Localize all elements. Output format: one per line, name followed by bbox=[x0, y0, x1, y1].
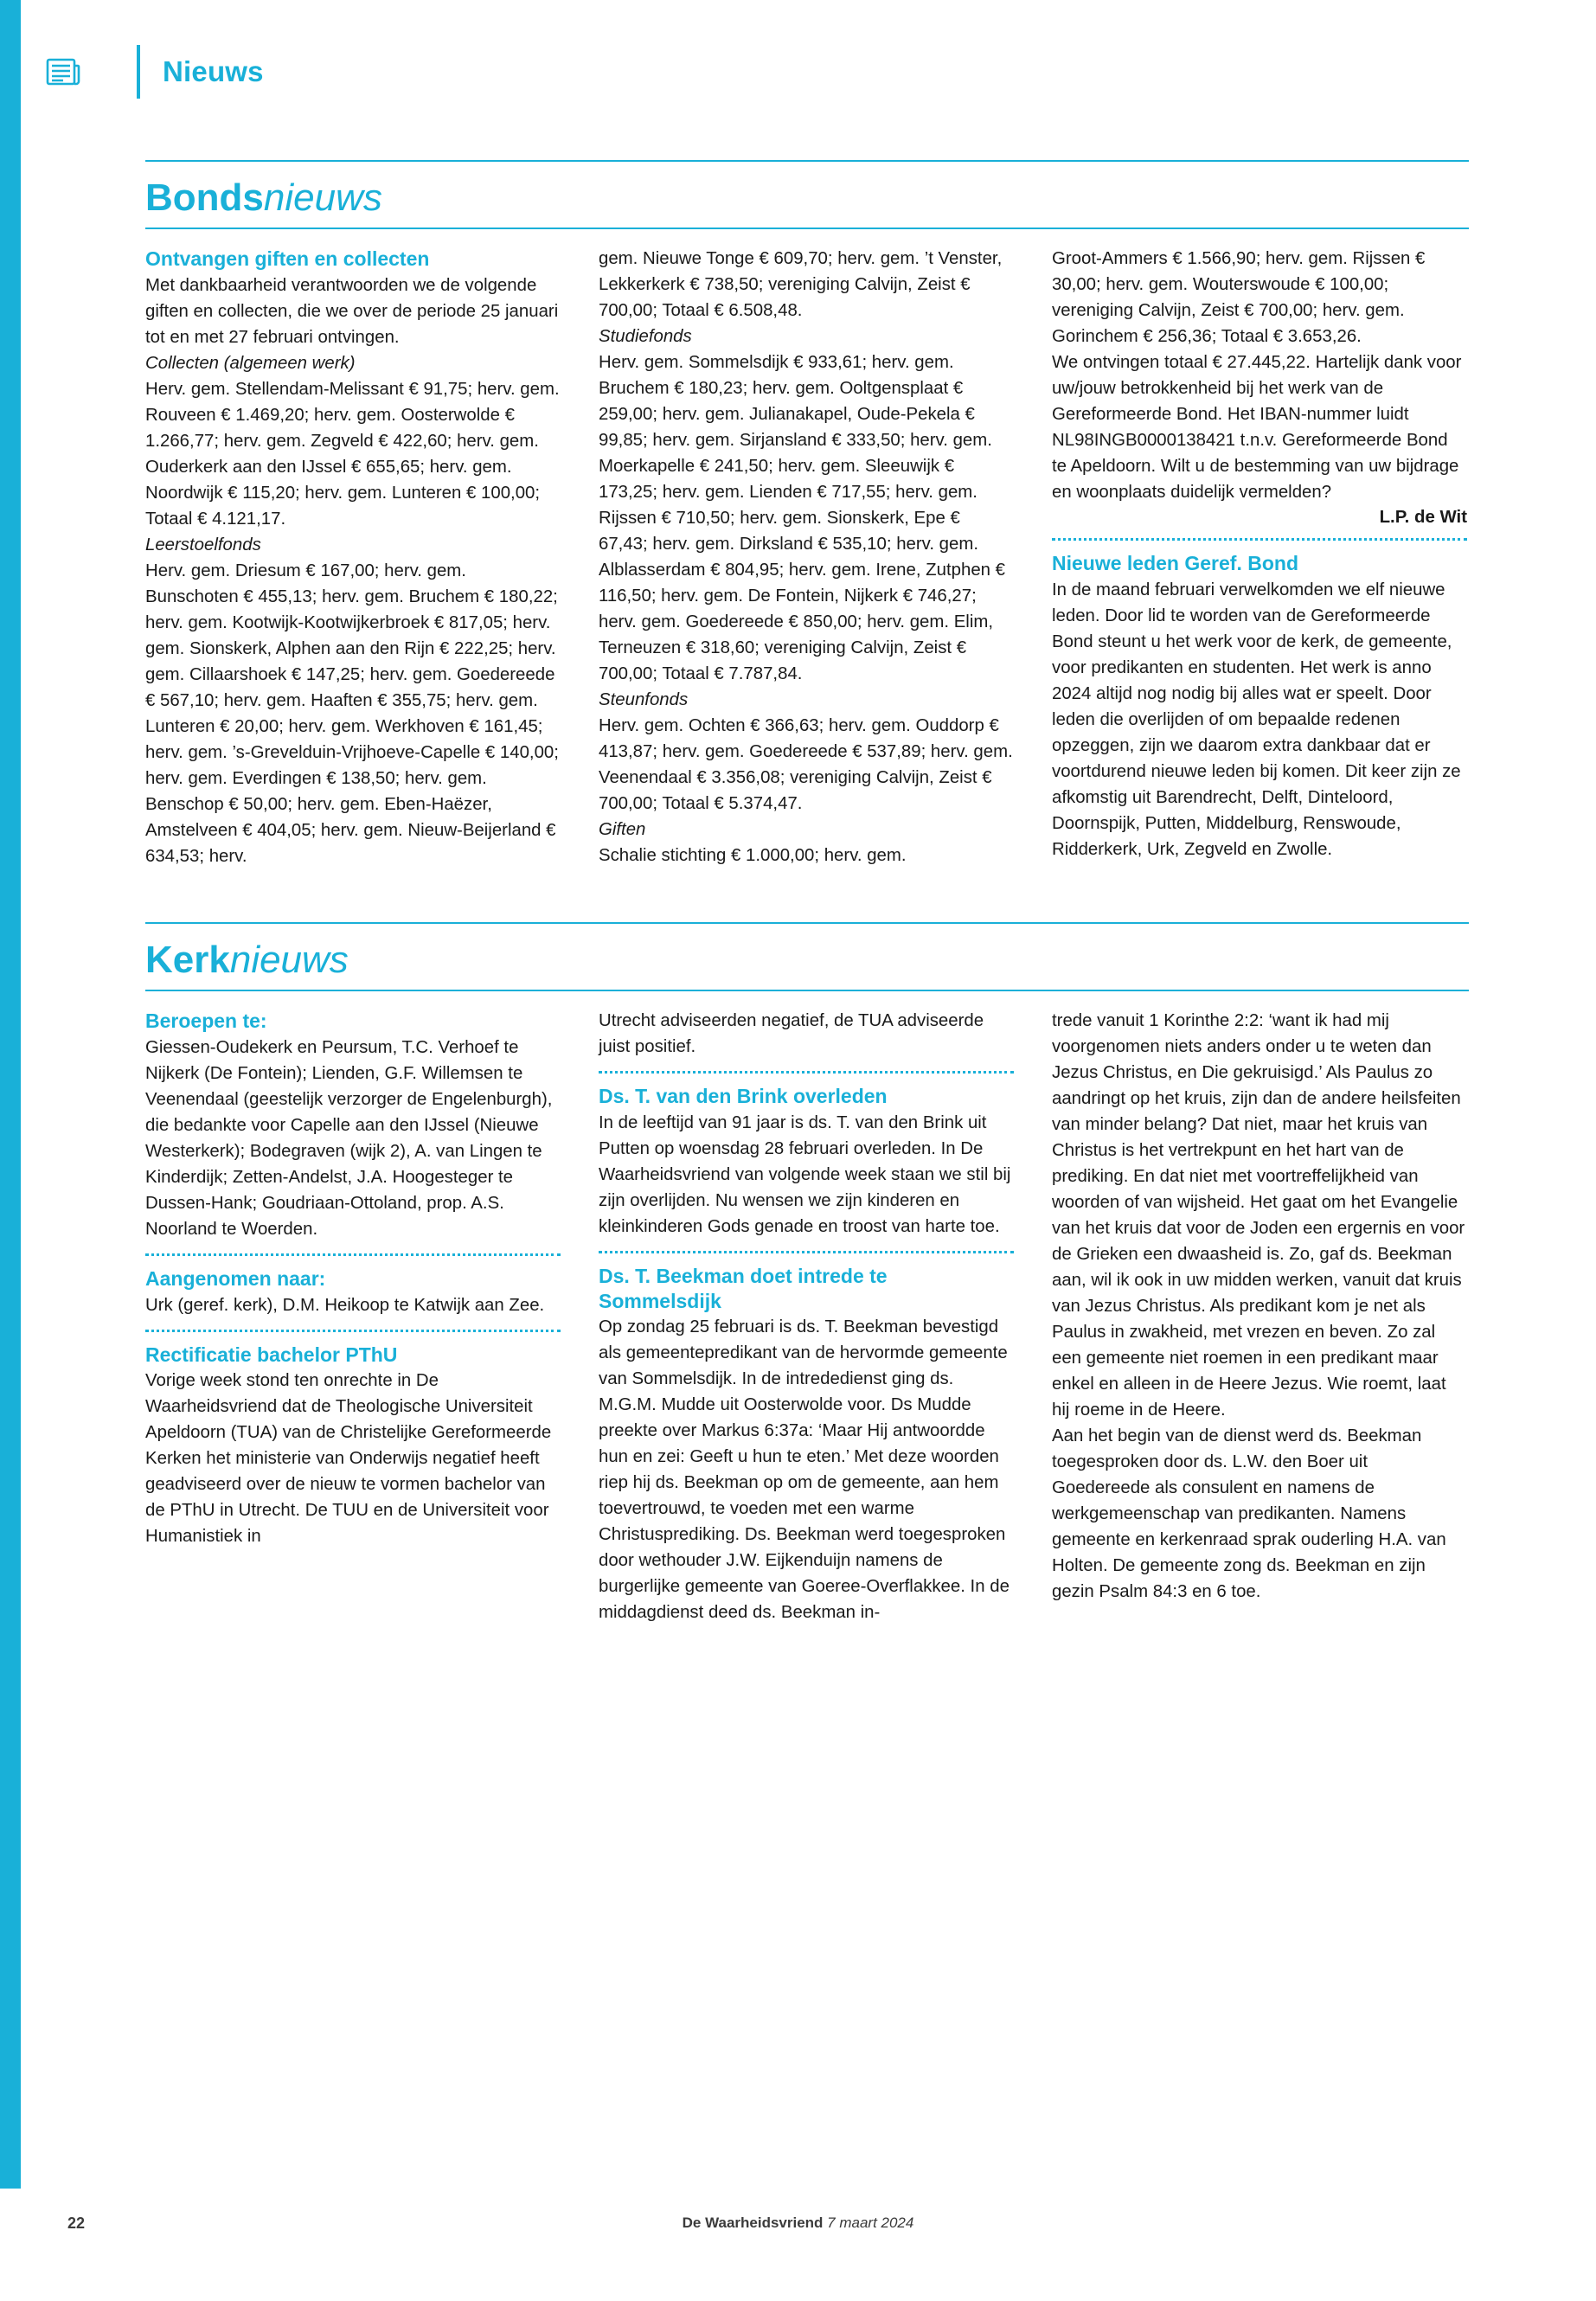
author-signature: L.P. de Wit bbox=[1379, 508, 1467, 528]
page-title: Nieuws bbox=[163, 55, 264, 87]
section-heading-italic: nieuws bbox=[229, 938, 349, 981]
footer-publication-info bbox=[0, 2214, 1596, 2232]
paragraph: gem. Nieuwe Tonge € 609,70; herv. gem. ’t Venster, Lekkerkerk € 738,50; vereniging Calvijn, Zeist € 700,00; Totaal € 6.508,48. bbox=[599, 249, 1003, 321]
section-rule-bottom bbox=[145, 228, 1469, 229]
section-kerknieuws bbox=[145, 922, 1469, 1626]
paragraph: Schalie stichting € 1.000,00; herv. gem. bbox=[599, 846, 907, 866]
left-edge-bar bbox=[0, 0, 83, 2189]
subsection-italic-label: Studiefonds bbox=[599, 327, 692, 347]
subsection-heading: Rectificatie bachelor PThU bbox=[145, 1343, 398, 1366]
page-masthead bbox=[35, 42, 1505, 102]
paragraph: Op zondag 25 februari is ds. T. Beekman bevestigd als gemeentepredikant van de hervormde gemeente van Sommelsdijk. In de intrededienst ging ds. M.G.M. Mudde uit Oosterwolde voor. Ds Mudde preekte over Markus 6:37a: ‘Maar Hij antwoordde hun en zei: Geeft u hun te eten.’ Met deze woorden riep hij ds. Beekman op om de gemeente, aan hem toevertrouwd, te voeden met een warme Christusprediking. Ds. Beekman werd toegesproken door wethouder J.W. Eijkenduijn namens de burgerlijke gemeente van Goeree-Overflakkee. In de middagdienst deed ds. Beekman in- bbox=[599, 1317, 1010, 1623]
section-columns bbox=[145, 1009, 1469, 1626]
subsection-italic-label: Giften bbox=[599, 820, 646, 840]
masthead-divider bbox=[137, 45, 140, 99]
dotted-divider bbox=[599, 1071, 1014, 1074]
section-heading-bold: Kerk bbox=[145, 938, 230, 981]
subsection-heading: Aangenomen naar: bbox=[145, 1266, 326, 1290]
paragraph: Aan het begin van de dienst werd ds. Beekman toegesproken door ds. L.W. den Boer uit Goedereede als consulent en namens de werkgemeenschap van predikanten. Namens gemeente en kerkenraad sprak ouderling H.A. van Holten. De gemeente zong ds. Beekman en zijn gezin Psalm 84:3 en 6 toe. bbox=[1052, 1426, 1446, 1601]
section-columns bbox=[145, 247, 1469, 869]
subsection-heading: Nieuwe leden Geref. Bond bbox=[1052, 552, 1298, 575]
dotted-divider bbox=[599, 1251, 1014, 1253]
footer-date: 7 maart 2024 bbox=[827, 2214, 914, 2231]
dotted-divider bbox=[1052, 538, 1467, 541]
subsection-italic-label: Collecten (algemeen werk) bbox=[145, 354, 356, 374]
paragraph: Utrecht adviseerden negatief, de TUA adviseerde juist positief. bbox=[599, 1011, 984, 1057]
paragraph: Herv. gem. Ochten € 366,63; herv. gem. Ouddorp € 413,87; herv. gem. Goedereede € 537,89; herv. gem. Veenendaal € 3.356,08; vereniging Calvijn, Zeist € 700,00; Totaal € 5.374,47. bbox=[599, 716, 1013, 814]
dotted-divider bbox=[145, 1330, 561, 1332]
page-footer bbox=[0, 2214, 1596, 2240]
subsection-heading: Beroepen te: bbox=[145, 1009, 267, 1033]
section-heading-italic: nieuws bbox=[263, 176, 382, 219]
subsection-heading: Ontvangen giften en collecten bbox=[145, 247, 430, 271]
section-heading bbox=[145, 924, 1469, 990]
column-2 bbox=[599, 247, 1014, 869]
section-heading-bold: Bonds bbox=[145, 176, 264, 219]
paragraph: We ontvingen totaal € 27.445,22. Hartelijk dank voor uw/jouw betrokkenheid bij het werk van de Gereformeerde Bond. Het IBAN-nummer luidt NL98INGB0000138421 t.n.v. Gereformeerde Bond te Apeldoorn. Wilt u de bestemming van uw bijdrage en woonplaats duidelijk vermelden? bbox=[1052, 353, 1462, 503]
paragraph: Herv. gem. Stellendam-Melissant € 91,75; herv. gem. Rouveen € 1.469,20; herv. gem. Oosterwolde € 1.266,77; herv. gem. Zegveld € 422,60; herv. gem. Ouderkerk aan den IJssel € 655,65; herv. gem. Noordwijk € 115,20; herv. gem. Lunteren € 100,00; Totaal € 4.121,17. bbox=[145, 380, 560, 529]
paragraph: Met dankbaarheid verantwoorden we de volgende giften en collecten, die we over de periode 25 januari tot en met 27 februari ontvingen. bbox=[145, 276, 559, 348]
page-number: 22 bbox=[67, 2214, 86, 2232]
column-3 bbox=[1052, 1009, 1467, 1626]
column-3 bbox=[1052, 247, 1467, 869]
dotted-divider bbox=[145, 1253, 561, 1256]
section-rule-bottom bbox=[145, 990, 1469, 991]
subsection-heading: Ds. T. van den Brink overleden bbox=[599, 1085, 888, 1108]
column-1 bbox=[145, 1009, 561, 1626]
subsection-italic-label: Leerstoelfonds bbox=[145, 535, 261, 554]
paragraph: Vorige week stond ten onrechte in De Waarheidsvriend dat de Theologische Universiteit Apeldoorn (TUA) van de Christelijke Gereformeerde Kerken het ministerie van Onderwijs negatief heeft geadviseerd over de nieuw te vormen bachelor van de PThU in Utrecht. De TUU en de Universiteit voor Humanistiek in bbox=[145, 1371, 552, 1547]
paragraph: Urk (geref. kerk), D.M. Heikoop te Katwijk aan Zee. bbox=[145, 1295, 545, 1315]
newspaper-icon bbox=[43, 52, 83, 92]
left-edge-bar-inner bbox=[21, 0, 83, 2189]
paragraph: In de leeftijd van 91 jaar is ds. T. van den Brink uit Putten op woensdag 28 februari overleden. In De Waarheidsvriend van volgende week staan we stil bij zijn overlijden. Nu wensen we zijn kinderen en kleinkinderen Gods genade en troost van harte toe. bbox=[599, 1112, 1011, 1236]
column-1 bbox=[145, 247, 561, 869]
paragraph: Groot-Ammers € 1.566,90; herv. gem. Rijssen € 30,00; herv. gem. Wouterswoude € 100,00; vereniging Calvijn, Zeist € 700,00; herv. gem. Gorinchem € 256,36; Totaal € 3.653,26. bbox=[1052, 249, 1426, 347]
section-bondsnieuws bbox=[145, 160, 1469, 870]
paragraph: Herv. gem. Sommelsdijk € 933,61; herv. gem. Bruchem € 180,23; herv. gem. Ooltgensplaat € 259,00; herv. gem. Julianakapel, Oude-Pekela € 99,85; herv. gem. Sirjansland € 333,50; herv. gem. Moerkapelle € 241,50; herv. gem. Sleeuwijk € 173,25; herv. gem. Lienden € 717,55; herv. gem. Rijssen € 710,50; herv. gem. Sionskerk, Epe € 67,43; herv. gem. Dirksland € 535,10; herv. gem. Alblasserdam € 804,95; herv. gem. Irene, Zutphen € 116,50; herv. gem. De Fontein, Nijkerk € 746,27; herv. gem. Goedereede € 850,00; herv. gem. Elim, Terneuzen € 318,60; vereniging Calvijn, Zeist € 700,00; Totaal € 7.787,84. bbox=[599, 353, 1006, 684]
footer-publication-name: De Waarheidsvriend bbox=[682, 2214, 824, 2231]
column-2 bbox=[599, 1009, 1014, 1626]
section-heading bbox=[145, 162, 1469, 228]
paragraph: trede vanuit 1 Korinthe 2:2: ‘want ik had mij voorgenomen niets anders onder u te weten dan Jezus Christus, en Die gekruisigd.’ Als Paulus zo aandringt op het kruis, zijn dan de andere heilsfeiten van minder belang? Dat niet, maar het kruis van Christus is het vertrekpunt en het hart van de prediking. En dat niet met voortreffelijkheid van woorden of van wijsheid. Het gaat om het Evangelie van het kruis dat voor de Joden een ergernis en voor de Grieken een dwaasheid is. Zo, gaf ds. Beekman aan, wil ik ook in uw midden werken, vanuit dat kruis van Jezus Christus. Als predikant kom je net als Paulus in zwakheid, met vrezen en beven. Zo zal een gemeente niet roemen in een predikant maar enkel en alleen in de Heere Jezus. Wie roemt, laat hij roeme in de Heere. bbox=[1052, 1011, 1465, 1420]
page-content bbox=[145, 160, 1469, 1626]
paragraph: Herv. gem. Driesum € 167,00; herv. gem. Bunschoten € 455,13; herv. gem. Bruchem € 180,22; herv. gem. Kootwijk-Kootwijkerbroek € 817,05; herv. gem. Sionskerk, Alphen aan den Rijn € 222,25; herv. gem. Cillaarshoek € 147,25; herv. gem. Goedereede € 567,10; herv. gem. Haaften € 355,75; herv. gem. Lunteren € 20,00; herv. gem. Werkhoven € 161,45; herv. gem. ’s-Grevelduin-Vrijhoeve-Capelle € 140,00; herv. gem. Everdingen € 138,50; herv. gem. Benschop € 50,00; herv. gem. Eben-Haëzer, Amstelveen € 404,05; herv. gem. Nieuw-Beijerland € 634,53; herv. bbox=[145, 561, 559, 866]
subsection-italic-label: Steunfonds bbox=[599, 690, 689, 710]
paragraph: In de maand februari verwelkomden we elf nieuwe leden. Door lid te worden van de Gereformeerde Bond steunt u het werk voor de kerk, de gemeente, voor predikanten en studenten. Het werk is anno 2024 altijd nog nodig bij alles wat er speelt. Door leden die overlijden of om bepaalde redenen opzeggen, zijn we daarom extra dankbaar dat er voortdurend nieuwe leden bij komen. Dit keer zijn ze afkomstig uit Barendrecht, Delft, Dinteloord, Doornspijk, Putten, Middelburg, Renswoude, Ridderkerk, Urk, Zegveld en Zwolle. bbox=[1052, 580, 1461, 859]
paragraph: Giessen-Oudekerk en Peursum, T.C. Verhoef te Nijkerk (De Fontein); Lienden, G.F. Willemsen te Veenendaal (geestelijk verzorger de Engelenburgh), die bedankte voor Capelle aan den IJssel (Nieuwe Westerkerk); Bodegraven (wijk 2), A. van Lingen te Kinderdijk; Zetten-Andelst, J.A. Hoogesteger te Dussen-Hank; Goudriaan-Ottoland, prop. A.S. Noorland te Woerden. bbox=[145, 1037, 553, 1239]
subsection-heading: Ds. T. Beekman doet intrede te Sommelsdijk bbox=[599, 1264, 888, 1312]
